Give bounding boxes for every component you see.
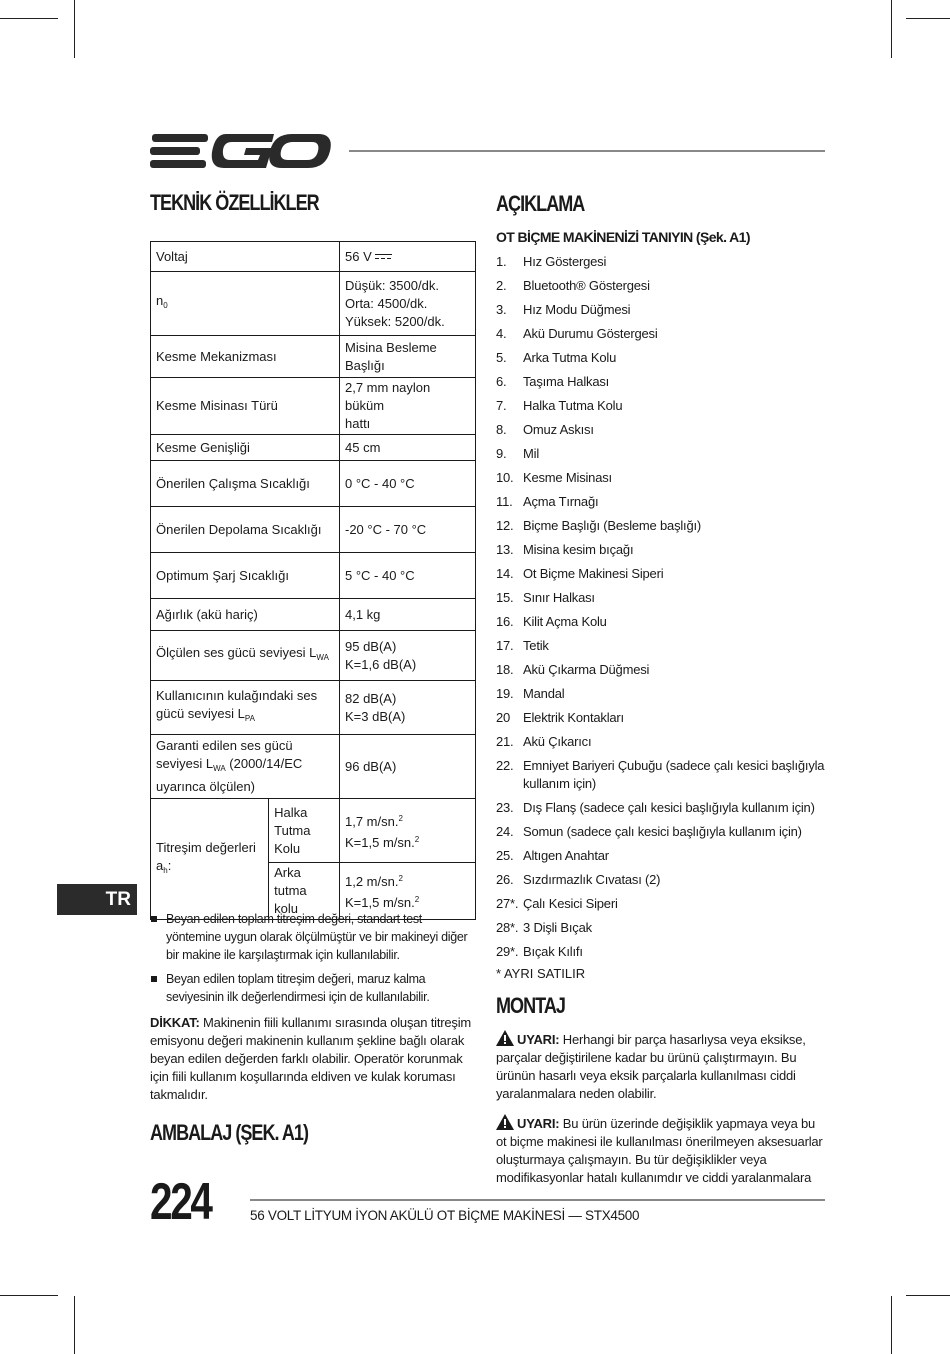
spec-vib-rear-label: Arka tutma kolu [269, 863, 340, 920]
dc-symbol-icon [375, 253, 392, 262]
part-label: Sızdırmazlık Cıvatası (2) [523, 872, 661, 887]
part-label: Kilit Açma Kolu [523, 614, 607, 629]
part-number: 20 [496, 710, 511, 725]
caution-label: DİKKAT: [150, 1015, 200, 1030]
list-item [496, 325, 826, 343]
table-row [151, 461, 476, 507]
part-label: Akü Çıkarıcı [523, 734, 592, 749]
table-row [151, 681, 476, 735]
crop-mark [0, 18, 58, 19]
list-item: Beyan edilen toplam titreşim değeri, maruz kalma seviyesinin ilk değerlendirmesi için de kullanılabilir. [150, 970, 480, 1006]
spec-store-temp-label: Önerilen Depolama Sıcaklığı [151, 507, 340, 553]
spec-vib-rear-value: 1,2 m/sn.$^2$ K=1,5 m/sn.$^2$ [340, 863, 476, 920]
list-item [496, 541, 826, 559]
part-label: Mil [523, 446, 540, 461]
spec-cut-width-value: 45 cm [340, 435, 476, 461]
part-number: 24. [496, 824, 514, 839]
spec-lwa-value: 95 dB(A) K=1,6 dB(A) [340, 631, 476, 681]
list-item [496, 397, 826, 415]
crop-mark [74, 1296, 75, 1354]
part-number: 16. [496, 614, 514, 629]
part-number: 1. [496, 254, 507, 269]
spec-table [150, 241, 476, 920]
spec-voltage-value: 56 V [340, 242, 476, 272]
part-number: 23. [496, 800, 514, 815]
part-number: 9. [496, 446, 507, 461]
list-item: Beyan edilen toplam titreşim değeri, standart test yöntemine uygun olarak ölçülmüştür ve bir makineyi diğer bir makine ile karşılaştırmak için kullanılabilir. [150, 910, 480, 964]
part-label: Hız Göstergesi [523, 254, 607, 269]
crop-mark [906, 1295, 950, 1296]
table-row [151, 378, 476, 435]
spec-charge-temp-label: Optimum Şarj Sıcaklığı [151, 553, 340, 599]
warning-paragraph-1: UYARI: Herhangi bir parça hasarlıysa veya eksikse, parçalar değiştirilene kadar bu ürünü çalıştırmayın. Bu ürünün hasarlı veya eksik parçalarla kullanılması ciddi yaralanmalara neden olabilir. [496, 1032, 806, 1101]
part-number: 29*. [496, 944, 519, 959]
spec-vib-loop-label: Halka Tutma Kolu [269, 799, 340, 863]
parts-list [496, 253, 826, 967]
part-number: 17. [496, 638, 514, 653]
spec-cut-mech-label: Kesme Mekanizması [151, 336, 340, 378]
crop-mark [0, 1295, 58, 1296]
warning-triangle-icon [496, 1030, 514, 1046]
warning-triangle-icon [496, 1114, 514, 1130]
part-number: 19. [496, 686, 514, 701]
part-number: 2. [496, 278, 507, 293]
part-number: 3. [496, 302, 507, 317]
table-row [151, 599, 476, 631]
part-label: Halka Tutma Kolu [523, 398, 623, 413]
list-item [496, 565, 826, 583]
part-label: Sınır Halkası [523, 590, 595, 605]
part-number: 25. [496, 848, 514, 863]
list-item [496, 637, 826, 655]
language-tab: TR [57, 884, 137, 915]
list-item [496, 373, 826, 391]
part-number: 15. [496, 590, 514, 605]
part-label: Emniyet Bariyeri Çubuğu (sadece çalı kesici başlığıyla kullanım için) [523, 758, 825, 791]
part-number: 27*. [496, 896, 519, 911]
list-item [496, 493, 826, 511]
part-label: Kesme Misinası [523, 470, 612, 485]
part-label: Çalı Kesici Siperi [523, 896, 618, 911]
spec-weight-label: Ağırlık (akü hariç) [151, 599, 340, 631]
part-number: 21. [496, 734, 514, 749]
list-item [496, 871, 826, 889]
spec-cut-mech-value: Misina Besleme Başlığı [340, 336, 476, 378]
part-label: Altıgen Anahtar [523, 848, 609, 863]
spec-n0-value: Düşük: 3500/dk. Orta: 4500/dk. Yüksek: 5200/dk. [340, 272, 476, 336]
spec-cut-width-label: Kesme Genişliği [151, 435, 340, 461]
know-your-mower-subheading: OT BİÇME MAKİNENİZİ TANIYIN (Şek. A1) [496, 229, 750, 245]
part-number: 10. [496, 470, 514, 485]
table-row [151, 553, 476, 599]
list-item [496, 517, 826, 535]
part-label: Omuz Askısı [523, 422, 594, 437]
ego-logo [150, 131, 332, 171]
list-item [496, 277, 826, 295]
list-item [496, 469, 826, 487]
list-item [496, 709, 826, 727]
part-label: Mandal [523, 686, 565, 701]
table-row [151, 242, 476, 272]
crop-mark [74, 0, 75, 58]
spec-op-temp-value: 0 °C - 40 °C [340, 461, 476, 507]
spec-voltage-label: Voltaj [151, 242, 340, 272]
footer-rule [250, 1199, 825, 1201]
list-item [496, 733, 826, 751]
vibration-notes [150, 910, 480, 1012]
warning-label: UYARI: [517, 1116, 560, 1131]
part-label: Tetik [523, 638, 549, 653]
part-label: Taşıma Halkası [523, 374, 610, 389]
part-number: 12. [496, 518, 514, 533]
list-item [496, 421, 826, 439]
list-item [496, 589, 826, 607]
list-item [496, 613, 826, 631]
part-label: Elektrik Kontakları [523, 710, 624, 725]
table-row [151, 336, 476, 378]
list-item [496, 349, 826, 367]
part-number: 13. [496, 542, 514, 557]
spec-lpa-value: 82 dB(A) K=3 dB(A) [340, 681, 476, 735]
part-number: 18. [496, 662, 514, 677]
part-number: 26. [496, 872, 514, 887]
part-label: Akü Çıkarma Düğmesi [523, 662, 650, 677]
spec-n0-label: $n_0$ [151, 272, 340, 336]
crop-mark [906, 18, 950, 19]
header-rule [349, 150, 825, 152]
part-number: 14. [496, 566, 514, 581]
part-number: 6. [496, 374, 507, 389]
footer-text: 56 VOLT LİTYUM İYON AKÜLÜ OT BİÇME MAKİNESİ — STX4500 [250, 1208, 640, 1223]
part-label: 3 Dişli Bıçak [523, 920, 592, 935]
part-number: 5. [496, 350, 507, 365]
part-number: 22. [496, 758, 514, 773]
assembly-heading: MONTAJ [496, 993, 565, 1018]
spec-line-type-value: 2,7 mm naylon büküm hattı [340, 378, 476, 435]
part-label: Hız Modu Düğmesi [523, 302, 631, 317]
part-label: Bluetooth® Göstergesi [523, 278, 650, 293]
description-heading: AÇIKLAMA [496, 191, 585, 216]
part-label: Misina kesim bıçağı [523, 542, 634, 557]
spec-vib-loop-value: 1,7 m/sn.$^2$ K=1,5 m/sn.$^2$ [340, 799, 476, 863]
part-number: 28*. [496, 920, 519, 935]
part-label: Akü Durumu Göstergesi [523, 326, 658, 341]
spec-lpa-label: Kullanıcının kulağındaki ses gücü seviyesi $L_{PA}$ [151, 681, 340, 735]
spec-op-temp-label: Önerilen Çalışma Sıcaklığı [151, 461, 340, 507]
part-label: Bıçak Kılıfı [523, 944, 583, 959]
list-item [496, 799, 826, 817]
part-label: Biçme Başlığı (Besleme başlığı) [523, 518, 702, 533]
tech-specs-heading: TEKNİK ÖZELLİKLER [150, 190, 319, 215]
part-number: 4. [496, 326, 507, 341]
list-item [496, 919, 826, 937]
warning-paragraph-2: UYARI: Bu ürün üzerinde değişiklik yapmaya veya bu ot biçme makinesi ile kullanılması önerilmeyen aksesuarlar oluşturmaya çalışmayın. Bu tür değişiklikler veya modifikasyonlar hatalı kullanımdır ve ciddi yaralanmalara [496, 1116, 823, 1185]
part-label: Ot Biçme Makinesi Siperi [523, 566, 664, 581]
warning-label: UYARI: [517, 1032, 560, 1047]
part-label: Açma Tırnağı [523, 494, 599, 509]
part-number: 8. [496, 422, 507, 437]
list-item [496, 685, 826, 703]
list-item [496, 445, 826, 463]
part-label: Dış Flanş (sadece çalı kesici başlığıyla kullanım için) [523, 800, 815, 815]
spec-weight-value: 4,1 kg [340, 599, 476, 631]
table-row [151, 799, 476, 863]
caution-paragraph: DİKKAT: Makinenin fiili kullanımı sırasında oluşan titreşim emisyonu değeri makinenin kullanım şekline bağlı olarak beyan edilen değerden farklı olabilir. Operatör korunmak için fiili kullanım koşullarında eldiven ve kulak koruması takmalıdır. [150, 1015, 472, 1102]
sold-separately-note: * AYRI SATILIR [496, 966, 586, 981]
spec-glwa-value: 96 dB(A) [340, 735, 476, 799]
table-row [151, 507, 476, 553]
spec-glwa-label: Garanti edilen ses gücü seviyesi $L_{WA}$ (2000/14/EC uyarınca ölçülen) [151, 735, 340, 799]
list-item [496, 823, 826, 841]
packaging-heading: AMBALAJ (ŞEK. A1) [150, 1120, 309, 1145]
crop-mark [891, 0, 892, 58]
part-label: Somun (sadece çalı kesici başlığıyla kullanım için) [523, 824, 802, 839]
table-row [151, 735, 476, 799]
list-item [496, 757, 826, 793]
list-item [496, 253, 826, 271]
list-item [496, 847, 826, 865]
list-item [496, 943, 826, 961]
spec-store-temp-value: -20 °C - 70 °C [340, 507, 476, 553]
crop-mark [891, 1296, 892, 1354]
spec-line-type-label: Kesme Misinası Türü [151, 378, 340, 435]
spec-charge-temp-value: 5 °C - 40 °C [340, 553, 476, 599]
spec-lwa-label: Ölçülen ses gücü seviyesi $L_{WA}$ [151, 631, 340, 681]
table-row [151, 435, 476, 461]
page-number: 224 [150, 1173, 211, 1231]
spec-vibration-label: Titreşim değerleri $a_h$: [151, 799, 269, 920]
table-row [151, 631, 476, 681]
list-item [496, 895, 826, 913]
part-number: 11. [496, 494, 513, 509]
table-row [151, 272, 476, 336]
part-number: 7. [496, 398, 507, 413]
list-item [496, 301, 826, 319]
list-item [496, 661, 826, 679]
part-label: Arka Tutma Kolu [523, 350, 617, 365]
